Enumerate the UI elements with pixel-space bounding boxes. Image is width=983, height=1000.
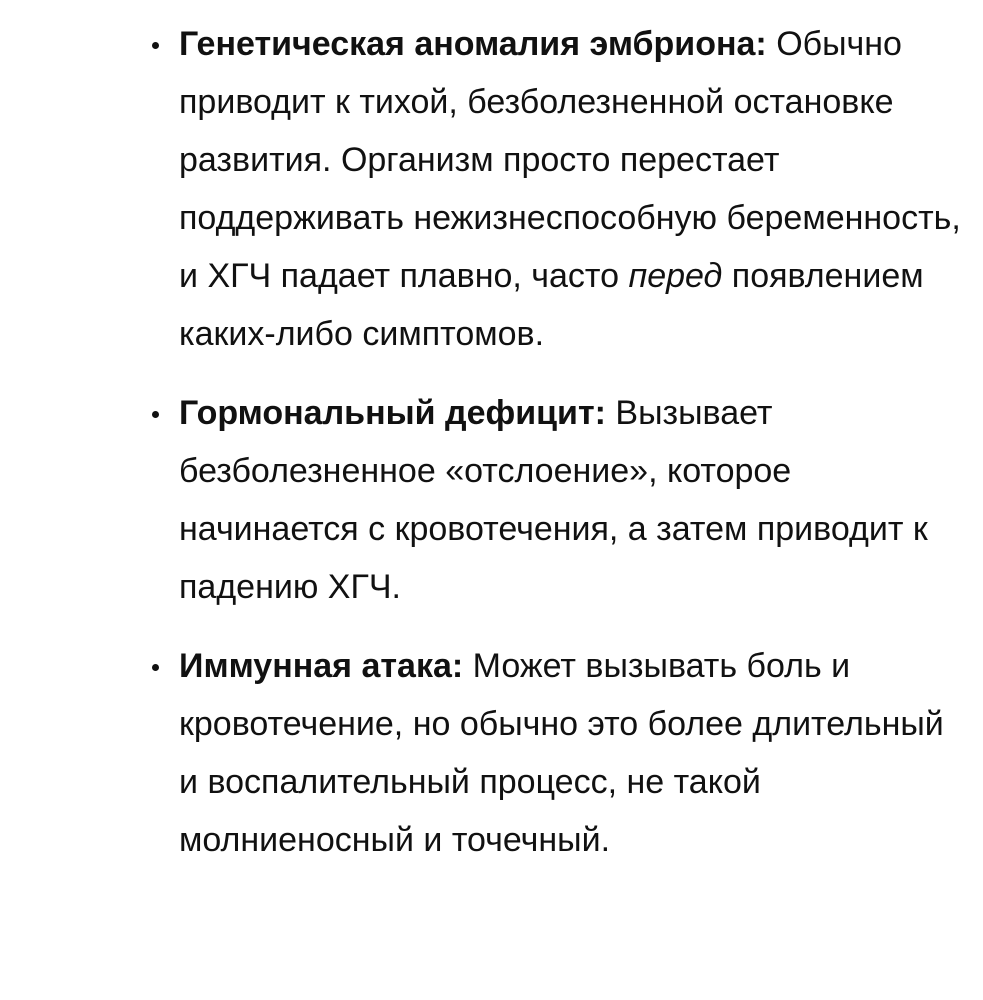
item-text: Может вызывать боль и кровотечение, но обычно это более длительный и воспалительный процесс, не такой молниеносный и точечный.: [179, 647, 944, 859]
item-term: Генетическая аномалия эмбриона:: [179, 25, 767, 63]
item-term: Гормональный дефицит:: [179, 394, 606, 432]
item-text: Обычно приводит к тихой, безболезненной остановке развития. Организм просто перестает поддерживать нежизнеспособную беременность, и ХГЧ падает плавно, часто: [179, 25, 961, 295]
item-text-continued: появлением каких-либо симптомов.: [179, 257, 924, 353]
bullet-list: [152, 15, 962, 869]
list-item: [152, 637, 962, 869]
bullet-dot-icon: [152, 42, 159, 49]
bullet-dot-icon: [152, 664, 159, 671]
item-emphasis: перед: [628, 257, 723, 295]
list-item: [152, 384, 962, 616]
item-term: Иммунная атака:: [179, 647, 464, 685]
list-item: [152, 15, 962, 363]
bullet-dot-icon: [152, 411, 159, 418]
item-text: Вызывает безболезненное «отслоение», которое начинается с кровотечения, а затем приводит к падению ХГЧ.: [179, 394, 928, 606]
